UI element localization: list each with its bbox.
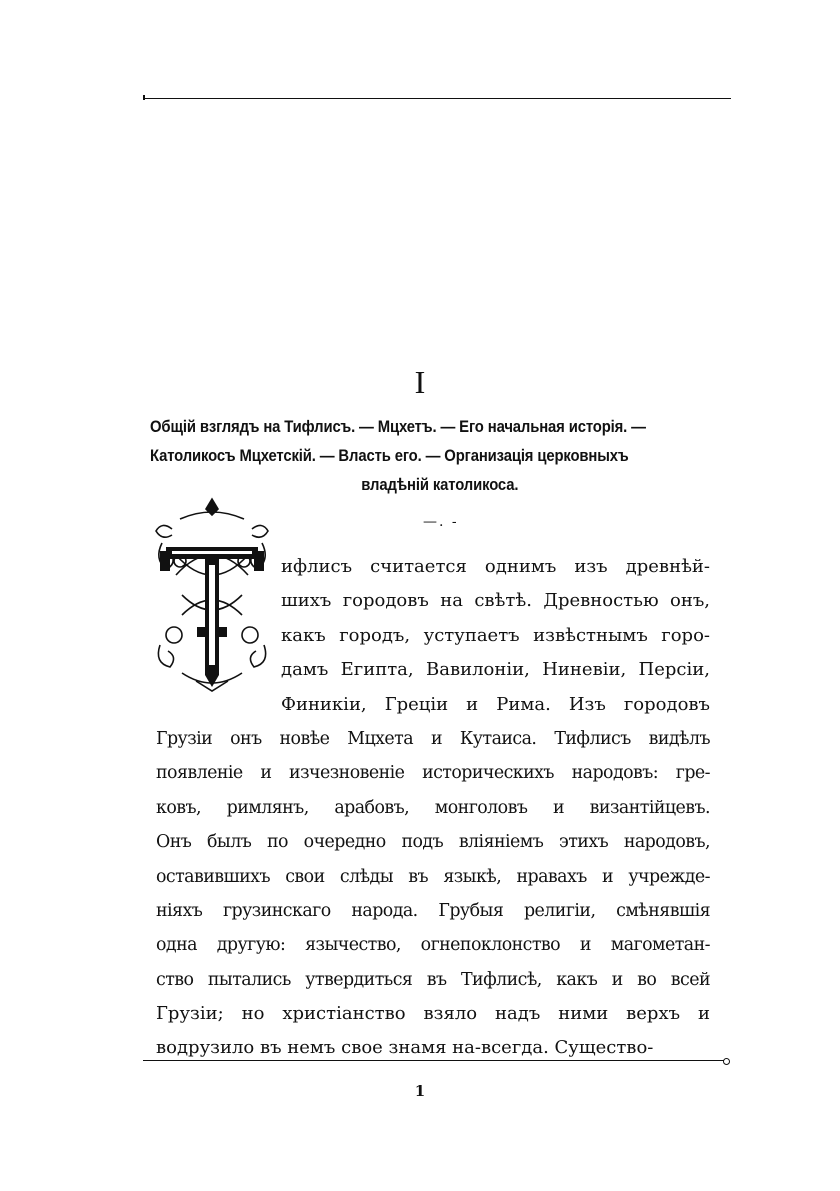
page-number: 1: [414, 1082, 426, 1100]
bottom-rule: [143, 1060, 726, 1061]
text-line: водрузило въ немъ свое знамя на-всегда. Существо-: [156, 1037, 654, 1059]
text-line: ніяхъ грузинскаго народа. Грубыя религіи, смѣнявшія: [156, 900, 710, 921]
body-text: [156, 550, 710, 1066]
text-line: оставившихъ свои слѣды въ языкѣ, нравахъ и учрежде-: [156, 866, 710, 887]
text-line: дамъ Египта, Вавилоніи, Ниневіи, Персіи,: [281, 659, 710, 681]
text-line: Грузіи онъ новѣе Мцхета и Кутаиса. Тифлисъ видѣлъ: [156, 728, 710, 749]
text-line: появленіе и изчезновеніе историческихъ народовъ: гре-: [156, 763, 710, 784]
text-line: одна другую: язычество, огнепоклонство и магометан-: [156, 935, 710, 956]
text-line: ство пытались утвердиться въ Тифлисѣ, какъ и во всей: [156, 969, 710, 990]
text-line: шихъ городовъ на свѣтѣ. Древностью онъ,: [281, 590, 710, 612]
top-rule: [143, 98, 731, 99]
heading-line: владѣній католикоса.: [361, 476, 519, 494]
chapter-number: I: [414, 364, 426, 400]
text-line: ифлисъ считается однимъ изъ древнѣй-: [281, 556, 710, 577]
chapter-heading: [150, 413, 672, 500]
ornament-dash: —. -: [423, 514, 459, 530]
text-line: какъ городъ, уступаетъ извѣстнымъ горо-: [281, 624, 710, 646]
text-line: ковъ, римлянъ, арабовъ, монголовъ и византійцевъ.: [156, 797, 710, 818]
text-line: Онъ былъ по очередно подъ вліяніемъ этихъ народовъ,: [156, 832, 710, 853]
heading-line: Католикосъ Мцхетскій. — Власть его. — Организація церковныхъ: [150, 447, 629, 465]
text-line: Грузіи; но христіанство взяло надъ ними верхъ и: [156, 1003, 710, 1025]
text-line: Финикіи, Греціи и Рима. Изъ городовъ: [281, 693, 710, 715]
heading-line: Общій взглядъ на Тифлисъ. — Мцхетъ. — Его начальная исторія. —: [150, 418, 646, 436]
